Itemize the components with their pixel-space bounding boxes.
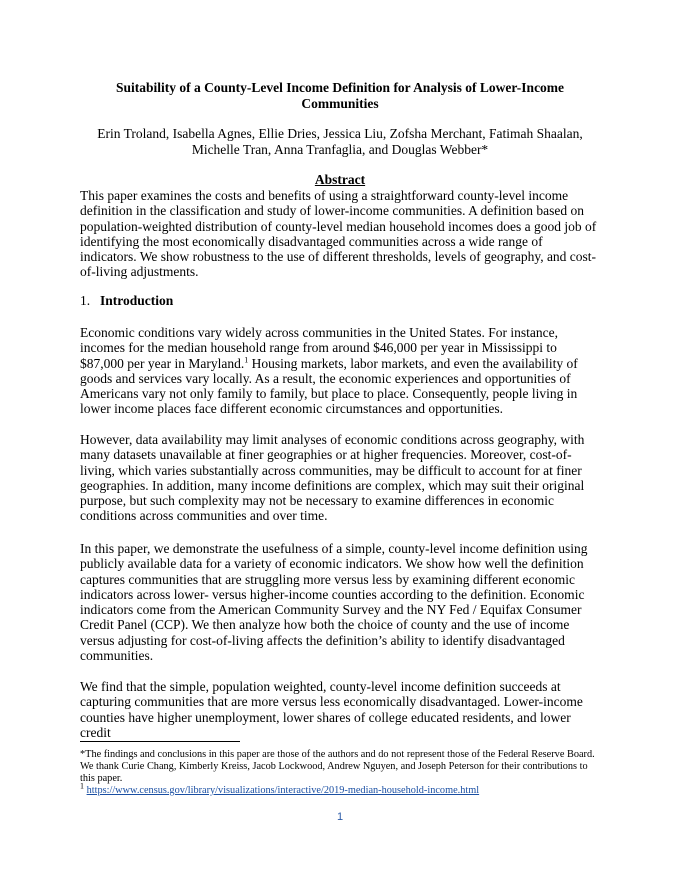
intro-paragraph-1-part-b: Housing markets, labor markets, and even the availability of goods and services vary locally. As a result, the economic experiences and opportunities of Americans vary not only family to family, but place to place. Consequently, people living in lower income places face different economic circumstances and opportunities.	[80, 355, 578, 417]
section-title: Introduction	[100, 293, 174, 308]
footnote-divider	[80, 741, 240, 742]
section-heading-introduction	[80, 293, 173, 309]
abstract-heading: Abstract	[314, 172, 366, 187]
intro-paragraph-4: We find that the simple, population weighted, county-level income definition succeeds at capturing communities that are more versus less economically disadvantaged. Lower-income counties have higher unemployment, lower shares of college educated residents, and lower credit	[80, 679, 583, 740]
footnote-ref-1[interactable]: 1	[244, 355, 249, 365]
footnote-author-note: *The findings and conclusions in this paper are those of the authors and do not represent those of the Federal Reserve Board. We thank Curie Chang, Kimberly Kreiss, Jacob Lockwood, Andrew Nguyen, and Joseph Peterson for their contributions to this paper.	[80, 749, 595, 784]
intro-paragraph-1-part-a: Economic conditions vary widely across communities in the United States. For instance, incomes for the median household range from around $46,000 per year in Mississippi to $87,000 per year in Maryland.	[80, 325, 559, 371]
intro-paragraph-3: In this paper, we demonstrate the usefulness of a simple, county-level income definition using publicly available data for a variety of economic indicators. We show how well the definition captures communities that are struggling more versus less by examining different economic indicators across lower- versus higher-income counties according to the definition. Economic indicators come from the American Community Survey and the NY Fed / Equifax Consumer Credit Panel (CCP). We then analyze how both the choice of county and the use of income versus adjusting for cost-of-living affects the definition’s ability to identify disadvantaged communities.	[80, 541, 588, 664]
page-number: 1	[336, 811, 344, 823]
footnote-1	[80, 781, 600, 797]
footnotes	[80, 749, 600, 797]
author-list: Erin Troland, Isabella Agnes, Ellie Dries, Jessica Liu, Zofsha Merchant, Fatimah Shaalan, Michelle Tran, Anna Tranfaglia, and Douglas Webber*	[97, 126, 583, 157]
intro-paragraph-2: However, data availability may limit analyses of economic conditions across geography, with many datasets unavailable at finer geographies or at higher frequencies. Moreover, cost-of-living, which varies substantially across communities, may be difficult to account for at finer geographies. In addition, many income definitions are complex, which may suit their original purpose, but such complexity may not be necessary to examine differences in economic conditions across communities and over time.	[80, 432, 585, 524]
abstract-text: This paper examines the costs and benefits of using a straightforward county-level income definition in the classification and study of lower-income communities. A definition based on population-weighted distribution of county-level median household incomes does a good job of identifying the most economically disadvantaged communities across a wide range of indicators. We show robustness to the use of different thresholds, levels of geography, and cost-of-living adjustments.	[80, 188, 597, 280]
footnote-1-link[interactable]: https://www.census.gov/library/visualizations/interactive/2019-median-household-income.html	[86, 785, 480, 796]
paper-title: Suitability of a County-Level Income Definition for Analysis of Lower-Income Communities	[115, 80, 565, 111]
section-number: 1.	[80, 293, 91, 308]
footnote-1-marker: 1	[80, 781, 84, 791]
intro-paragraph-1	[80, 325, 600, 417]
